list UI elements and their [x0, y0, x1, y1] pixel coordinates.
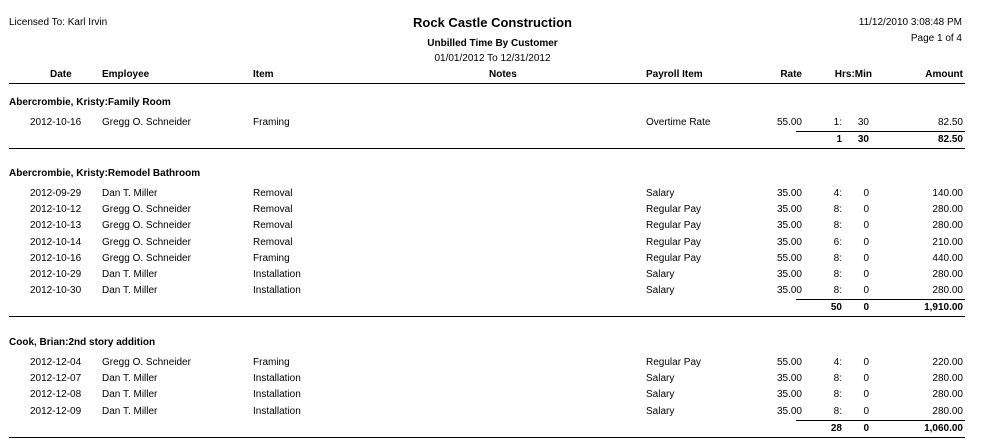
cell-rate: 55.00 [776, 252, 802, 264]
cell-item: Removal [253, 236, 293, 248]
cell-amount: 280.00 [932, 269, 963, 280]
cell-date: 2012-10-29 [30, 269, 82, 280]
group-end-rule [9, 437, 965, 438]
cell-payroll: Salary [646, 188, 675, 199]
cell-date: 2012-10-16 [30, 117, 82, 128]
cell-rate: 55.00 [776, 357, 802, 368]
cell-rate: 35.00 [776, 389, 802, 401]
cell-item: Framing [253, 117, 290, 128]
cell-min: 0 [863, 373, 869, 385]
cell-payroll: Salary [646, 405, 675, 417]
cell-employee: Gregg O. Schneider [102, 252, 191, 264]
group-name: Abercrombie, Kristy:Family Room [9, 97, 171, 108]
cell-hrs: 8: [833, 269, 842, 280]
cell-min: 0 [863, 204, 869, 216]
cell-amount: 210.00 [932, 236, 963, 248]
cell-item: Installation [253, 373, 301, 385]
total-min: 0 [863, 422, 869, 434]
total-hrs: 1 [836, 134, 842, 146]
cell-date: 2012-10-14 [30, 236, 82, 248]
cell-min: 0 [863, 285, 869, 297]
cell-payroll: Salary [646, 373, 675, 385]
cell-item: Removal [253, 220, 293, 232]
col-amount: Amount [925, 69, 963, 80]
total-hrs: 28 [830, 422, 842, 434]
cell-rate: 55.00 [776, 117, 802, 128]
cell-min: 0 [863, 220, 869, 232]
subtotal-rule [796, 299, 965, 300]
col-notes: Notes [489, 69, 517, 80]
cell-employee: Dan T. Miller [102, 389, 158, 401]
total-hrs: 50 [830, 302, 842, 314]
cell-amount: 280.00 [932, 220, 963, 232]
print-datetime: 11/12/2010 3:08:48 PM [858, 17, 962, 28]
cell-date: 2012-10-13 [30, 220, 82, 232]
cell-item: Removal [253, 188, 293, 199]
date-range: 01/01/2012 To 12/31/2012 [434, 53, 551, 64]
table-row [0, 204, 985, 220]
cell-payroll: Salary [646, 285, 675, 297]
cell-date: 2012-12-09 [30, 405, 82, 417]
cell-amount: 140.00 [932, 188, 963, 199]
cell-rate: 35.00 [776, 285, 802, 297]
table-row [0, 237, 985, 253]
cell-employee: Dan T. Miller [102, 405, 158, 417]
group-name: Cook, Brian:2nd story addition [9, 337, 156, 348]
cell-item: Framing [253, 357, 290, 368]
cell-item: Removal [253, 204, 293, 216]
cell-min: 30 [857, 117, 869, 128]
cell-employee: Dan T. Miller [102, 269, 158, 280]
cell-employee: Dan T. Miller [102, 373, 158, 385]
cell-date: 2012-10-30 [30, 285, 82, 297]
cell-amount: 280.00 [932, 389, 963, 401]
group-name: Abercrombie, Kristy:Remodel Bathroom [9, 168, 201, 179]
cell-payroll: Salary [646, 269, 675, 280]
cell-min: 0 [863, 252, 869, 264]
table-row [0, 357, 985, 373]
group-end-rule [9, 148, 965, 149]
cell-amount: 440.00 [932, 252, 963, 264]
cell-payroll: Salary [646, 389, 675, 401]
col-hrs-min: Hrs:Min [834, 69, 872, 80]
cell-hrs: 8: [833, 389, 842, 401]
cell-hrs: 4: [833, 188, 842, 199]
col-item: Item [253, 69, 274, 80]
cell-date: 2012-12-07 [30, 373, 82, 385]
cell-item: Installation [253, 269, 301, 280]
col-employee: Employee [102, 69, 150, 80]
cell-rate: 35.00 [776, 405, 802, 417]
cell-hrs: 4: [833, 357, 842, 368]
cell-payroll: Regular Pay [646, 236, 702, 248]
table-row [0, 188, 985, 204]
cell-hrs: 8: [833, 204, 842, 216]
cell-employee: Dan T. Miller [102, 285, 158, 297]
total-amount: 82.50 [937, 134, 963, 146]
cell-min: 0 [863, 236, 869, 248]
cell-hrs: 8: [833, 252, 842, 264]
cell-min: 0 [863, 188, 869, 199]
subtotal-rule [796, 420, 965, 421]
cell-payroll: Regular Pay [646, 357, 702, 368]
cell-min: 0 [863, 389, 869, 401]
cell-min: 0 [863, 357, 869, 368]
page-number: Page 1 of 4 [910, 33, 962, 44]
cell-amount: 280.00 [932, 373, 963, 385]
cell-hrs: 1: [833, 117, 842, 128]
cell-employee: Gregg O. Schneider [102, 220, 191, 232]
cell-min: 0 [863, 405, 869, 417]
cell-rate: 35.00 [776, 220, 802, 232]
table-row [0, 373, 985, 389]
licensed-to: Licensed To: Karl Irvin [9, 17, 108, 28]
cell-rate: 35.00 [776, 204, 802, 216]
cell-employee: Gregg O. Schneider [102, 117, 191, 128]
cell-amount: 82.50 [937, 117, 963, 128]
cell-amount: 280.00 [932, 285, 963, 297]
total-min: 30 [857, 134, 869, 146]
report-title: Unbilled Time By Customer [427, 38, 558, 49]
cell-employee: Gregg O. Schneider [102, 357, 191, 368]
cell-employee: Gregg O. Schneider [102, 236, 191, 248]
total-amount: 1,910.00 [924, 302, 963, 314]
cell-amount: 220.00 [932, 357, 963, 368]
header-rule [9, 83, 965, 84]
col-rate: Rate [780, 69, 802, 80]
subtotal-rule [796, 131, 965, 132]
cell-min: 0 [863, 269, 869, 280]
cell-hrs: 6: [833, 236, 842, 248]
cell-date: 2012-12-04 [30, 357, 82, 368]
cell-payroll: Regular Pay [646, 220, 702, 232]
cell-payroll: Overtime Rate [646, 117, 711, 128]
group-end-rule [9, 316, 965, 317]
col-date: Date [50, 69, 72, 80]
cell-item: Framing [253, 252, 290, 264]
table-row [0, 389, 985, 405]
cell-employee: Dan T. Miller [102, 188, 158, 199]
cell-hrs: 8: [833, 405, 842, 417]
table-row [0, 269, 985, 285]
cell-rate: 35.00 [776, 269, 802, 280]
total-min: 0 [863, 302, 869, 314]
cell-rate: 35.00 [776, 188, 802, 199]
cell-amount: 280.00 [932, 204, 963, 216]
table-row [0, 253, 985, 269]
cell-payroll: Regular Pay [646, 252, 702, 264]
total-amount: 1,060.00 [924, 422, 963, 434]
cell-date: 2012-09-29 [30, 188, 82, 199]
table-row [0, 220, 985, 236]
cell-hrs: 8: [833, 220, 842, 232]
cell-rate: 35.00 [776, 373, 802, 385]
cell-item: Installation [253, 405, 301, 417]
cell-payroll: Regular Pay [646, 204, 702, 216]
cell-hrs: 8: [833, 373, 842, 385]
cell-item: Installation [253, 389, 301, 401]
cell-employee: Gregg O. Schneider [102, 204, 191, 216]
cell-rate: 35.00 [776, 236, 802, 248]
cell-date: 2012-10-16 [30, 252, 82, 264]
company-name: Rock Castle Construction [413, 15, 572, 30]
cell-date: 2012-12-08 [30, 389, 82, 401]
cell-date: 2012-10-12 [30, 204, 82, 216]
cell-hrs: 8: [833, 285, 842, 297]
col-payroll-item: Payroll Item [646, 69, 703, 80]
cell-item: Installation [253, 285, 301, 297]
cell-amount: 280.00 [932, 405, 963, 417]
